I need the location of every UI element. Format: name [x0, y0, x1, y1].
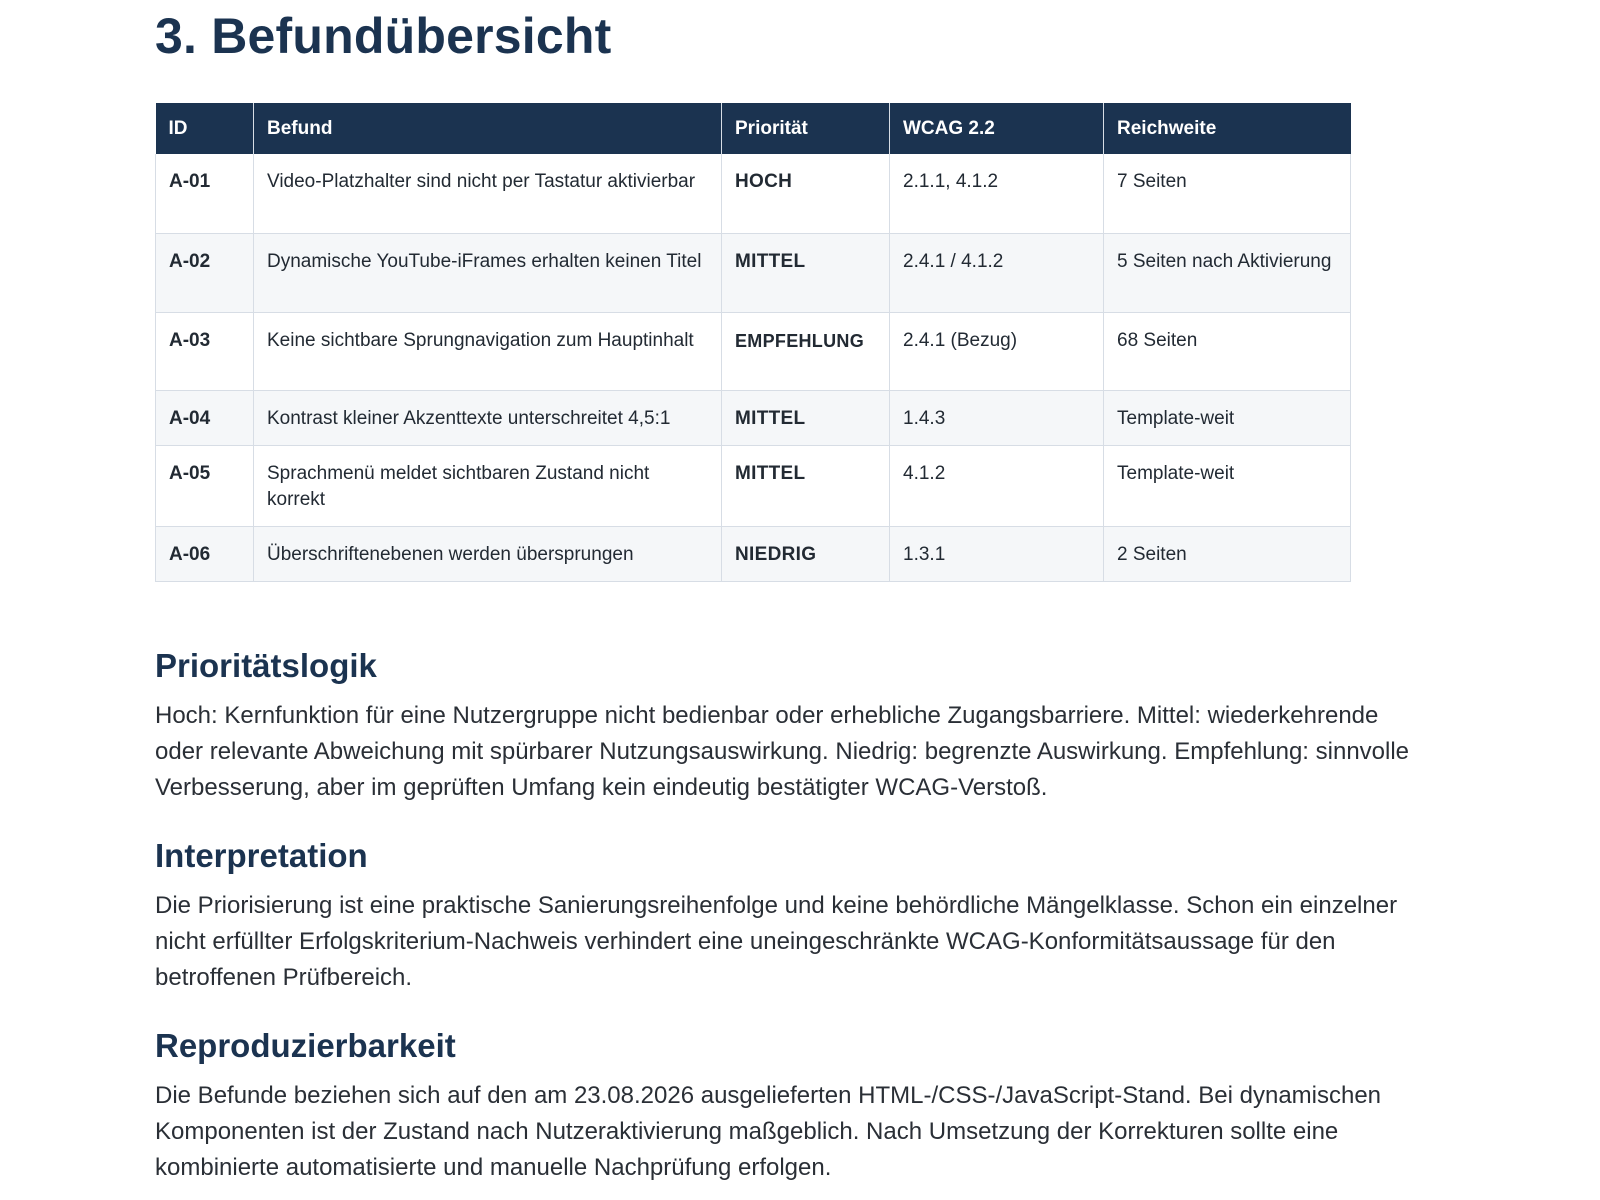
priority-badge: NIEDRIG	[722, 526, 890, 581]
priority-badge: MITTEL	[722, 233, 890, 312]
section-reproduzierbarkeit	[155, 1026, 1425, 1186]
finding-scope: 2 Seiten	[1104, 526, 1351, 581]
table-row	[156, 312, 1351, 390]
finding-id: A-06	[156, 526, 254, 581]
finding-scope: Template-weit	[1104, 390, 1351, 445]
column-header-prioritaet: Priorität	[722, 103, 890, 154]
finding-description: Überschriftenebenen werden übersprungen	[254, 526, 722, 581]
finding-description: Video-Platzhalter sind nicht per Tastatur aktivierbar	[254, 154, 722, 233]
priority-badge: MITTEL	[722, 390, 890, 445]
priority-badge: HOCH	[722, 154, 890, 233]
finding-description: Kontrast kleiner Akzenttexte unterschreitet 4,5:1	[254, 390, 722, 445]
table-row	[156, 233, 1351, 312]
priority-badge: EMPFEHLUNG	[722, 312, 890, 390]
table-header-row	[156, 103, 1351, 154]
finding-id: A-04	[156, 390, 254, 445]
section-prioritaetslogik	[155, 646, 1425, 806]
table-row	[156, 154, 1351, 233]
finding-id: A-02	[156, 233, 254, 312]
section-paragraph: Die Priorisierung ist eine praktische Sanierungsreihenfolge und keine behördliche Mängelklasse. Schon ein einzelner nicht erfüllter Erfolgskriterium-Nachweis verhindert eine uneingeschränkte WCAG-Konformitätsaussage für den betroffenen Prüfbereich.	[155, 891, 1398, 991]
table-row	[156, 445, 1351, 526]
finding-scope: Template-weit	[1104, 445, 1351, 526]
wcag-criteria: 2.4.1 (Bezug)	[890, 312, 1104, 390]
section-paragraph: Die Befunde beziehen sich auf den am 23.08.2026 ausgelieferten HTML-/CSS-/JavaScript-Stand. Bei dynamischen Komponenten ist der Zustand nach Nutzeraktivierung maßgeblich. Nach Umsetzung der Korrekturen sollte eine kombinierte automatisierte und manuelle Nachprüfung erfolgen.	[155, 1081, 1382, 1181]
section-paragraph: Hoch: Kernfunktion für eine Nutzergruppe nicht bedienbar oder erhebliche Zugangsbarriere. Mittel: wiederkehrende oder relevante Abweichung mit spürbarer Nutzungsauswirkung. Niedrig: begrenzte Auswirkung. Empfehlung: sinnvolle Verbesserung, aber im geprüften Umfang kein eindeutig bestätigter WCAG-Verstoß.	[155, 701, 1410, 801]
section-heading: Prioritätslogik	[155, 646, 377, 684]
finding-id: A-05	[156, 445, 254, 526]
section-heading: Interpretation	[155, 836, 368, 874]
column-header-id: ID	[156, 103, 254, 154]
wcag-criteria: 4.1.2	[890, 445, 1104, 526]
finding-scope: 5 Seiten nach Aktivierung	[1104, 233, 1351, 312]
priority-badge: MITTEL	[722, 445, 890, 526]
section-interpretation	[155, 836, 1425, 996]
page-title: 3. Befundübersicht	[155, 8, 612, 64]
wcag-criteria: 1.4.3	[890, 390, 1104, 445]
finding-description: Keine sichtbare Sprungnavigation zum Hauptinhalt	[254, 312, 722, 390]
table-row	[156, 390, 1351, 445]
column-header-befund: Befund	[254, 103, 722, 154]
wcag-criteria: 2.1.1, 4.1.2	[890, 154, 1104, 233]
finding-scope: 68 Seiten	[1104, 312, 1351, 390]
finding-id: A-01	[156, 154, 254, 233]
column-header-reichweite: Reichweite	[1104, 103, 1351, 154]
column-header-wcag: WCAG 2.2	[890, 103, 1104, 154]
wcag-criteria: 2.4.1 / 4.1.2	[890, 233, 1104, 312]
section-heading: Reproduzierbarkeit	[155, 1026, 456, 1064]
finding-description: Dynamische YouTube-iFrames erhalten keinen Titel	[254, 233, 722, 312]
wcag-criteria: 1.3.1	[890, 526, 1104, 581]
finding-id: A-03	[156, 312, 254, 390]
findings-table	[155, 103, 1351, 582]
finding-scope: 7 Seiten	[1104, 154, 1351, 233]
finding-description: Sprachmenü meldet sichtbaren Zustand nicht korrekt	[254, 445, 722, 526]
table-row	[156, 526, 1351, 581]
